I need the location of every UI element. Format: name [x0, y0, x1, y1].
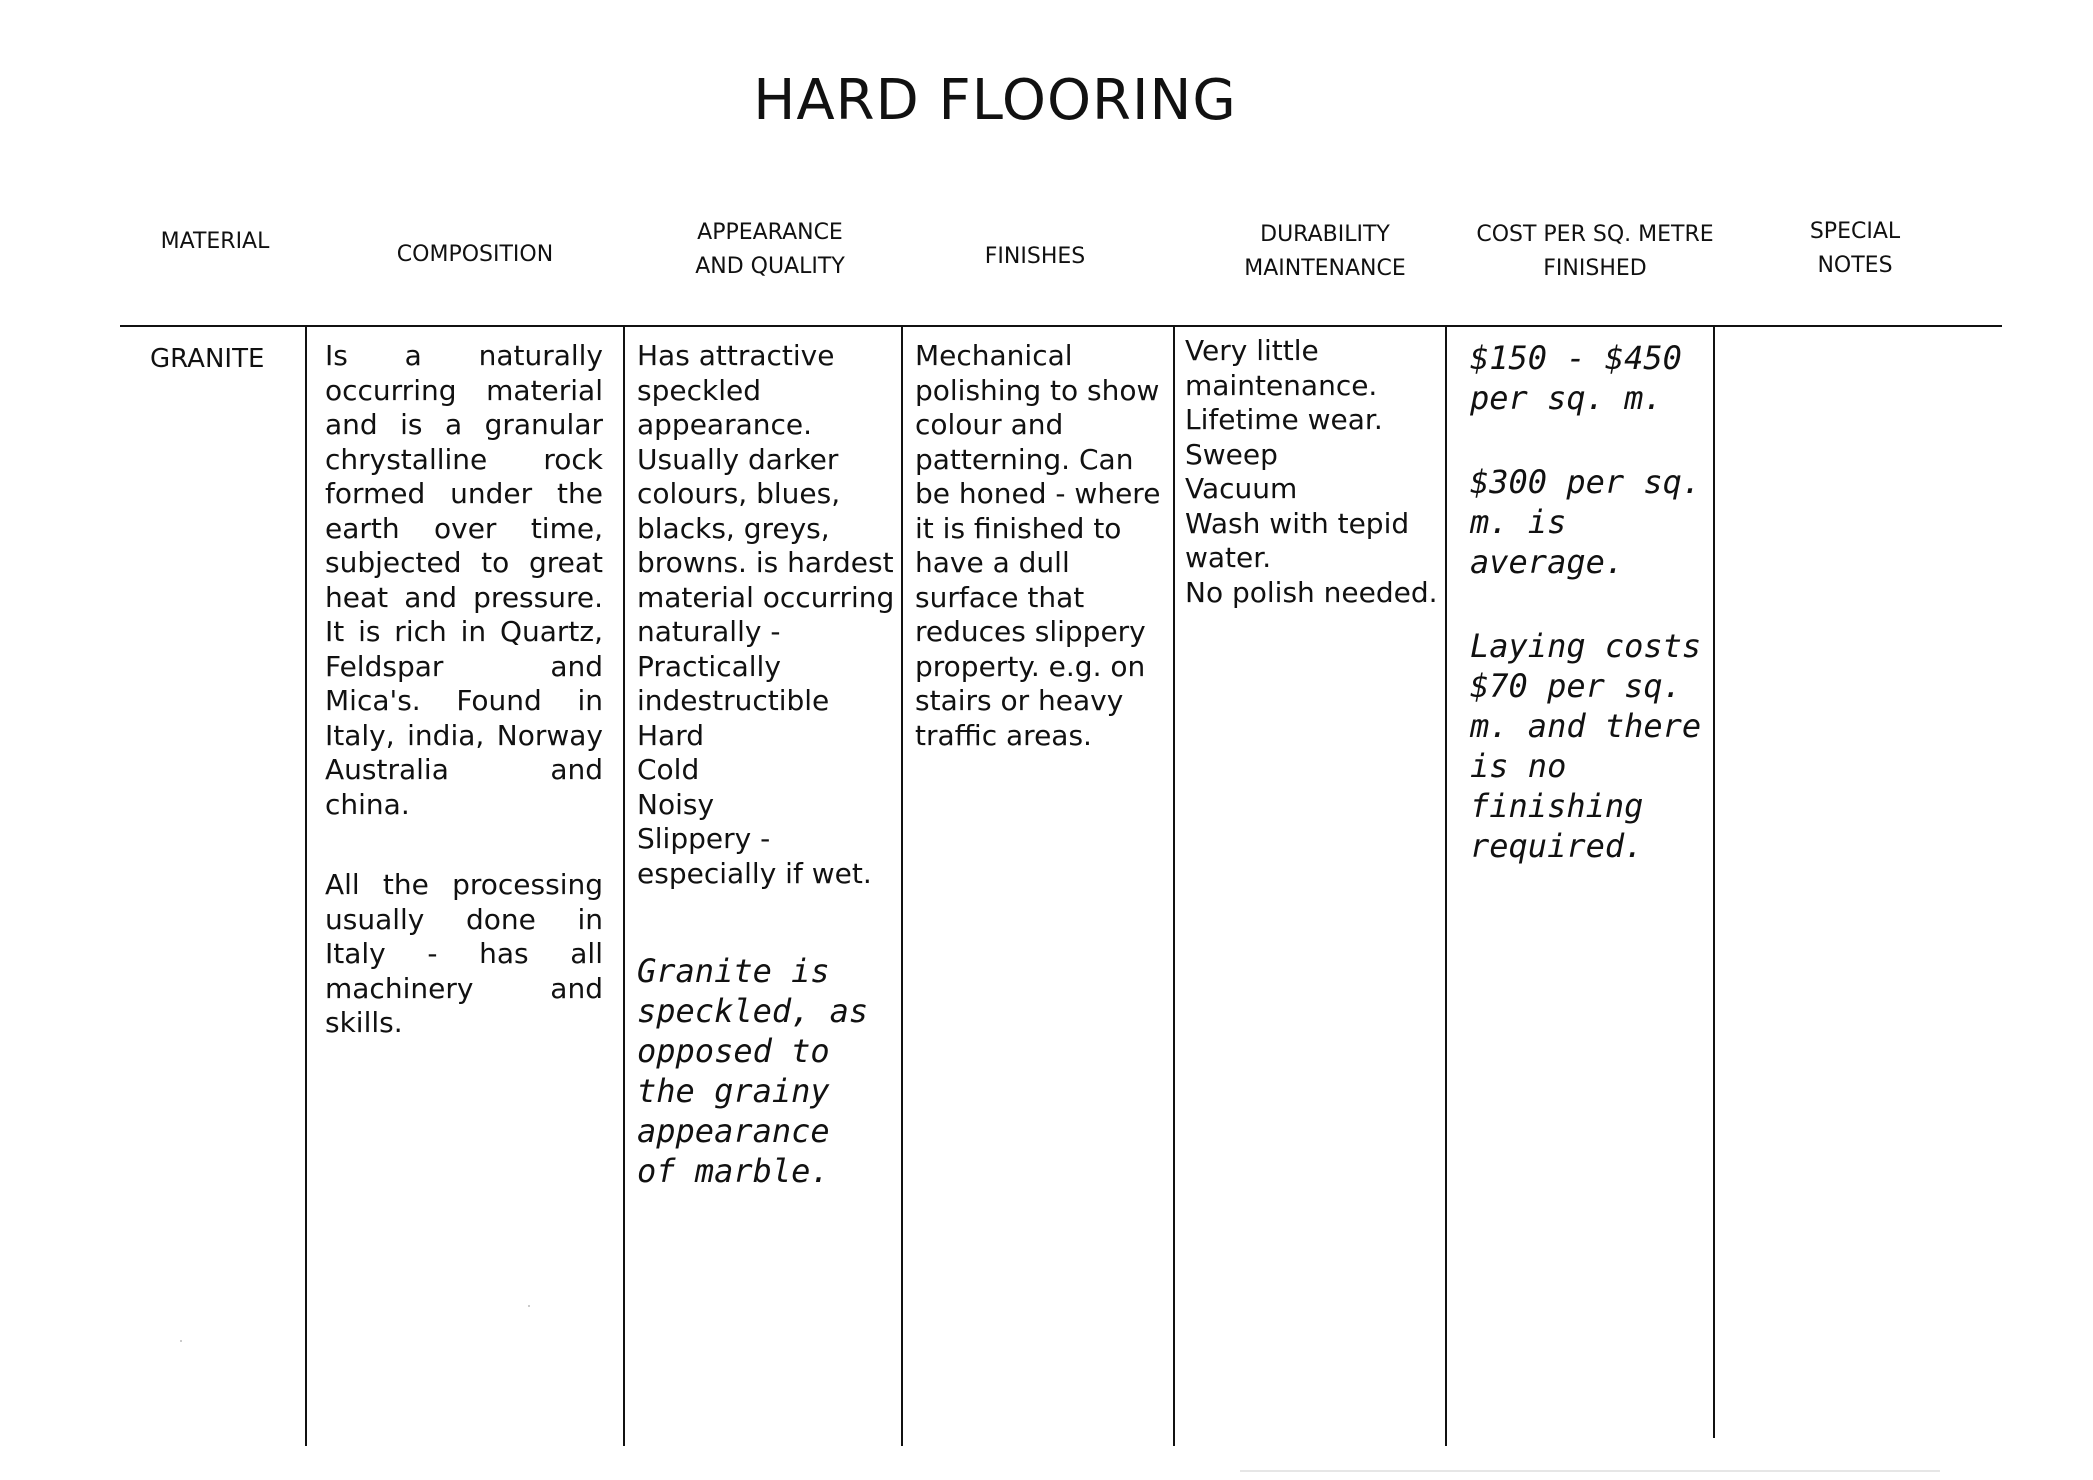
scan-speck: [528, 1305, 530, 1307]
appearance-handwritten-note: Granite is speckled, as opposed to the grainy appearance of marble.: [637, 952, 869, 1190]
cost-note-laying: Laying costs $70 per sq. m. and there is no finishing required.: [1470, 627, 1702, 865]
header-material: [140, 225, 290, 259]
appearance-item-slippery: Slippery - especially if wet.: [637, 822, 872, 890]
page-title: HARD FLOORING: [753, 68, 1237, 133]
composition-paragraph-2: All the processing usually done in Italy - has all machinery and skills.: [325, 868, 603, 1039]
header-appearance-line2: AND QUALITY: [695, 254, 845, 279]
header-composition-line1: COMPOSITION: [396, 242, 554, 267]
header-finishes: [935, 240, 1135, 274]
header-cost: [1460, 218, 1730, 286]
header-durability: [1210, 218, 1440, 286]
header-appearance: [640, 216, 900, 284]
header-composition: [310, 238, 640, 272]
cell-material: [150, 342, 300, 377]
header-durability-line2: MAINTENANCE: [1244, 256, 1406, 281]
cell-appearance: [637, 339, 899, 1191]
header-cost-line2: FINISHED: [1543, 256, 1647, 281]
column-divider-5: [1445, 326, 1447, 1446]
cell-durability: [1185, 334, 1441, 610]
durability-item-6: No polish needed.: [1185, 575, 1438, 609]
cost-note-average: $300 per sq. m. is average.: [1470, 463, 1702, 581]
header-special-notes: [1760, 215, 1950, 283]
column-divider-1: [305, 326, 307, 1446]
cell-cost: [1470, 338, 1706, 866]
header-special-notes-line2: NOTES: [1817, 253, 1893, 278]
durability-item-4: Vacuum: [1185, 472, 1298, 505]
composition-paragraph-1: Is a naturally occurring material and is a granular chrystalline rock formed under the earth over time, subjected to great heat and pressure. It is rich in Quartz, Feldspar and Mica's. Found in Italy, india, Norway Australia and china.: [325, 339, 603, 821]
header-durability-line1: DURABILITY: [1260, 222, 1390, 247]
appearance-description: Has attractive speckled appearance. Usually darker colours, blues, blacks, greys, browns. is hardest material occurring naturally - Practically indestructible: [637, 339, 895, 717]
column-divider-6: [1713, 326, 1715, 1438]
scan-speck: [180, 1340, 182, 1342]
cost-note-range: $150 - $450 per sq. m.: [1470, 339, 1682, 417]
durability-item-3: Sweep: [1185, 437, 1278, 471]
header-special-notes-line1: SPECIAL: [1809, 219, 1901, 244]
header-rule: [120, 325, 2002, 327]
column-divider-3: [901, 326, 903, 1446]
header-finishes-line1: FINISHES: [984, 244, 1086, 269]
column-divider-4: [1173, 326, 1175, 1446]
appearance-item-noisy: Noisy: [637, 787, 715, 821]
appearance-item-cold: Cold: [637, 753, 700, 786]
durability-item-5: Wash with tepid water.: [1185, 506, 1410, 574]
scan-edge: [1240, 1470, 1940, 1472]
cell-finishes: [915, 339, 1171, 753]
header-material-line1: MATERIAL: [160, 229, 270, 254]
material-name: GRANITE: [150, 344, 265, 374]
cell-composition: [325, 339, 603, 1041]
finishes-description: Mechanical polishing to show colour and patterning. Can be honed - where it is finished to have a dull surface that reduces slippery property. e.g. on stairs or heavy traffic areas.: [915, 339, 1161, 752]
header-cost-line1: COST PER SQ. METRE: [1476, 222, 1714, 247]
durability-item-1: Very little maintenance.: [1185, 334, 1378, 402]
column-divider-2: [623, 326, 625, 1446]
header-appearance-line1: APPEARANCE: [697, 220, 843, 245]
durability-item-2: Lifetime wear.: [1185, 403, 1383, 436]
appearance-item-hard: Hard: [637, 718, 705, 752]
